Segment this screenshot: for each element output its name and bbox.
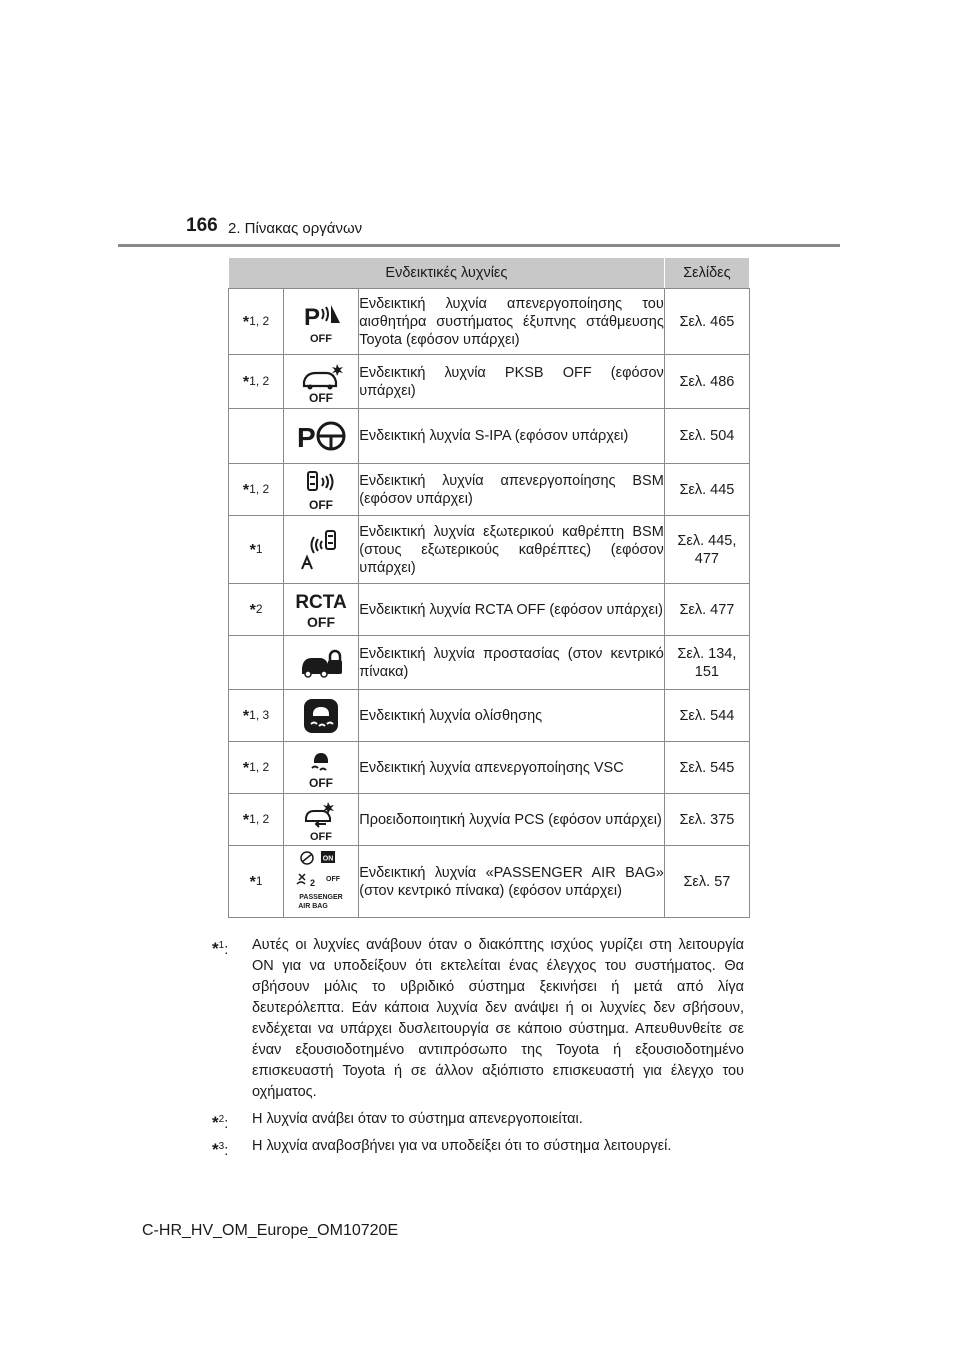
footnote-mark: *1	[229, 516, 284, 584]
row-description: Ενδεικτική λυχνία RCTA OFF (εφόσον υπάρχει)	[359, 584, 665, 636]
rcta-off-icon	[284, 584, 359, 636]
footnote-1	[212, 935, 744, 1103]
footnote-3	[212, 1136, 744, 1157]
row-description: Ενδεικτική λυχνία S-IPA (εφόσον υπάρχει)	[359, 409, 665, 464]
svg-text:OFF: OFF	[309, 775, 334, 790]
svg-text:OFF: OFF	[326, 875, 341, 883]
footnote-mark: *1	[229, 846, 284, 918]
row-description: Ενδεικτική λυχνία προστασίας (στον κεντρικό πίνακα)	[359, 636, 665, 690]
footnote-text: Αυτές οι λυχνίες ανάβουν όταν ο διακόπτης ισχύος γυρίζει στη λειτουργία ON για να υποδείξουν ότι εκτελείται ένας έλεγχος του συστήματος. Θα σβήσουν μόλις το υβριδικό σύστημα ξεκινήσει ή μετά από λίγα δευτερόλεπτα. Εάν κάποια λυχνία δεν ανάψει ή οι λυχνίες δεν σβήσουν, ενδέχεται να υπάρχει δυσλειτουργία σε κάποιο σύστημα. Απευθυνθείτε σε έναν εξουσιοδοτημένο αντιπρόσωπο της Toyota ή εξουσιοδοτημένο επισκευαστή Toyota ή σε άλλον αξιόπιστο επισκευαστή για έλεγχο του οχήματος.	[252, 937, 744, 1100]
security-icon	[284, 636, 359, 690]
page-ref: Σελ. 545	[664, 742, 749, 794]
svg-text:RCTA: RCTA	[295, 591, 347, 613]
footnote-mark	[229, 636, 284, 690]
row-description: Ενδεικτική λυχνία «PASSENGER AIR BAG» (στον κεντρικό πίνακα) (εφόσον υπάρχει)	[359, 846, 665, 918]
footnote-mark	[229, 409, 284, 464]
table-row	[229, 516, 750, 584]
table-row	[229, 584, 750, 636]
footnote-ref: *$^2$:	[212, 1112, 229, 1132]
row-description: Ενδεικτική λυχνία ολίσθησης	[359, 690, 665, 742]
page-ref: Σελ. 445, 477	[664, 516, 749, 584]
col-indicators-header: Ενδεικτικές λυχνίες	[229, 258, 665, 289]
footnote-mark: *1, 2	[229, 794, 284, 846]
page-ref: Σελ. 375	[664, 794, 749, 846]
table-row	[229, 355, 750, 409]
header-rule	[118, 244, 840, 247]
page-ref: Σελ. 486	[664, 355, 749, 409]
footnote-ref: *$^3$:	[212, 1139, 229, 1159]
section-title: 2. Πίνακας οργάνων	[228, 220, 363, 237]
footnote-text: Η λυχνία ανάβει όταν το σύστημα απενεργοποιείται.	[252, 1111, 583, 1127]
row-description: Ενδεικτική λυχνία απενεργοποίησης VSC	[359, 742, 665, 794]
svg-text:OFF: OFF	[309, 497, 334, 512]
page-number: 166	[186, 215, 218, 236]
indicator-table	[228, 257, 750, 918]
footnote-mark: *1, 2	[229, 742, 284, 794]
page-ref: Σελ. 504	[664, 409, 749, 464]
footnote-mark: *1, 2	[229, 355, 284, 409]
page-ref: Σελ. 477	[664, 584, 749, 636]
row-description: Ενδεικτική λυχνία απενεργοποίησης του αισθητήρα συστήματος έξυπνης στάθμευσης Toyota (εφόσον υπάρχει)	[359, 289, 665, 355]
col-pages-header: Σελίδες	[664, 258, 749, 289]
table-row	[229, 464, 750, 516]
svg-text:AIR BAG: AIR BAG	[298, 902, 328, 910]
parking-sensor-off-icon	[284, 289, 359, 355]
s-ipa-icon	[284, 409, 359, 464]
table-row	[229, 409, 750, 464]
table-row	[229, 289, 750, 355]
svg-text:P: P	[304, 303, 321, 331]
row-description: Ενδεικτική λυχνία απενεργοποίησης BSM (εφόσον υπάρχει)	[359, 464, 665, 516]
table-row	[229, 742, 750, 794]
svg-text:P: P	[297, 422, 316, 453]
pcs-off-icon	[284, 794, 359, 846]
row-description: Προειδοποιητική λυχνία PCS (εφόσον υπάρχει)	[359, 794, 665, 846]
svg-text:ON: ON	[322, 855, 334, 862]
page-ref: Σελ. 445	[664, 464, 749, 516]
svg-text:2: 2	[310, 877, 316, 888]
svg-text:OFF: OFF	[309, 390, 334, 404]
document-code: C-HR_HV_OM_Europe_OM10720E	[142, 1222, 399, 1239]
passenger-airbag-icon	[284, 846, 359, 918]
table-row	[229, 794, 750, 846]
footnote-mark: *1, 3	[229, 690, 284, 742]
bsm-mirror-icon	[284, 516, 359, 584]
footnote-2	[212, 1109, 744, 1130]
pksb-off-icon	[284, 355, 359, 409]
footnotes	[212, 935, 744, 1163]
footnote-mark: *2	[229, 584, 284, 636]
page-ref: Σελ. 465	[664, 289, 749, 355]
table-row	[229, 690, 750, 742]
page-ref: Σελ. 134, 151	[664, 636, 749, 690]
svg-text:OFF: OFF	[310, 332, 333, 345]
footnote-mark: *1, 2	[229, 289, 284, 355]
bsm-off-icon	[284, 464, 359, 516]
table-row	[229, 636, 750, 690]
vsc-off-icon	[284, 742, 359, 794]
table-row	[229, 846, 750, 918]
slip-icon	[284, 690, 359, 742]
page-ref: Σελ. 544	[664, 690, 749, 742]
svg-text:PASSENGER: PASSENGER	[299, 893, 343, 901]
footnote-text: Η λυχνία αναβοσβήνει για να υποδείξει ότι το σύστημα λειτουργεί.	[252, 1138, 672, 1154]
svg-text:OFF: OFF	[307, 613, 336, 630]
row-description: Ενδεικτική λυχνία PKSB OFF (εφόσον υπάρχει)	[359, 355, 665, 409]
footnote-mark: *1, 2	[229, 464, 284, 516]
page-ref: Σελ. 57	[664, 846, 749, 918]
table-header-row	[229, 258, 750, 289]
footnote-ref: *$^1$:	[212, 938, 229, 958]
svg-text:OFF: OFF	[310, 830, 333, 842]
row-description: Ενδεικτική λυχνία εξωτερικού καθρέπτη BSM (στους εξωτερικούς καθρέπτες) (εφόσον υπάρχει)	[359, 516, 665, 584]
